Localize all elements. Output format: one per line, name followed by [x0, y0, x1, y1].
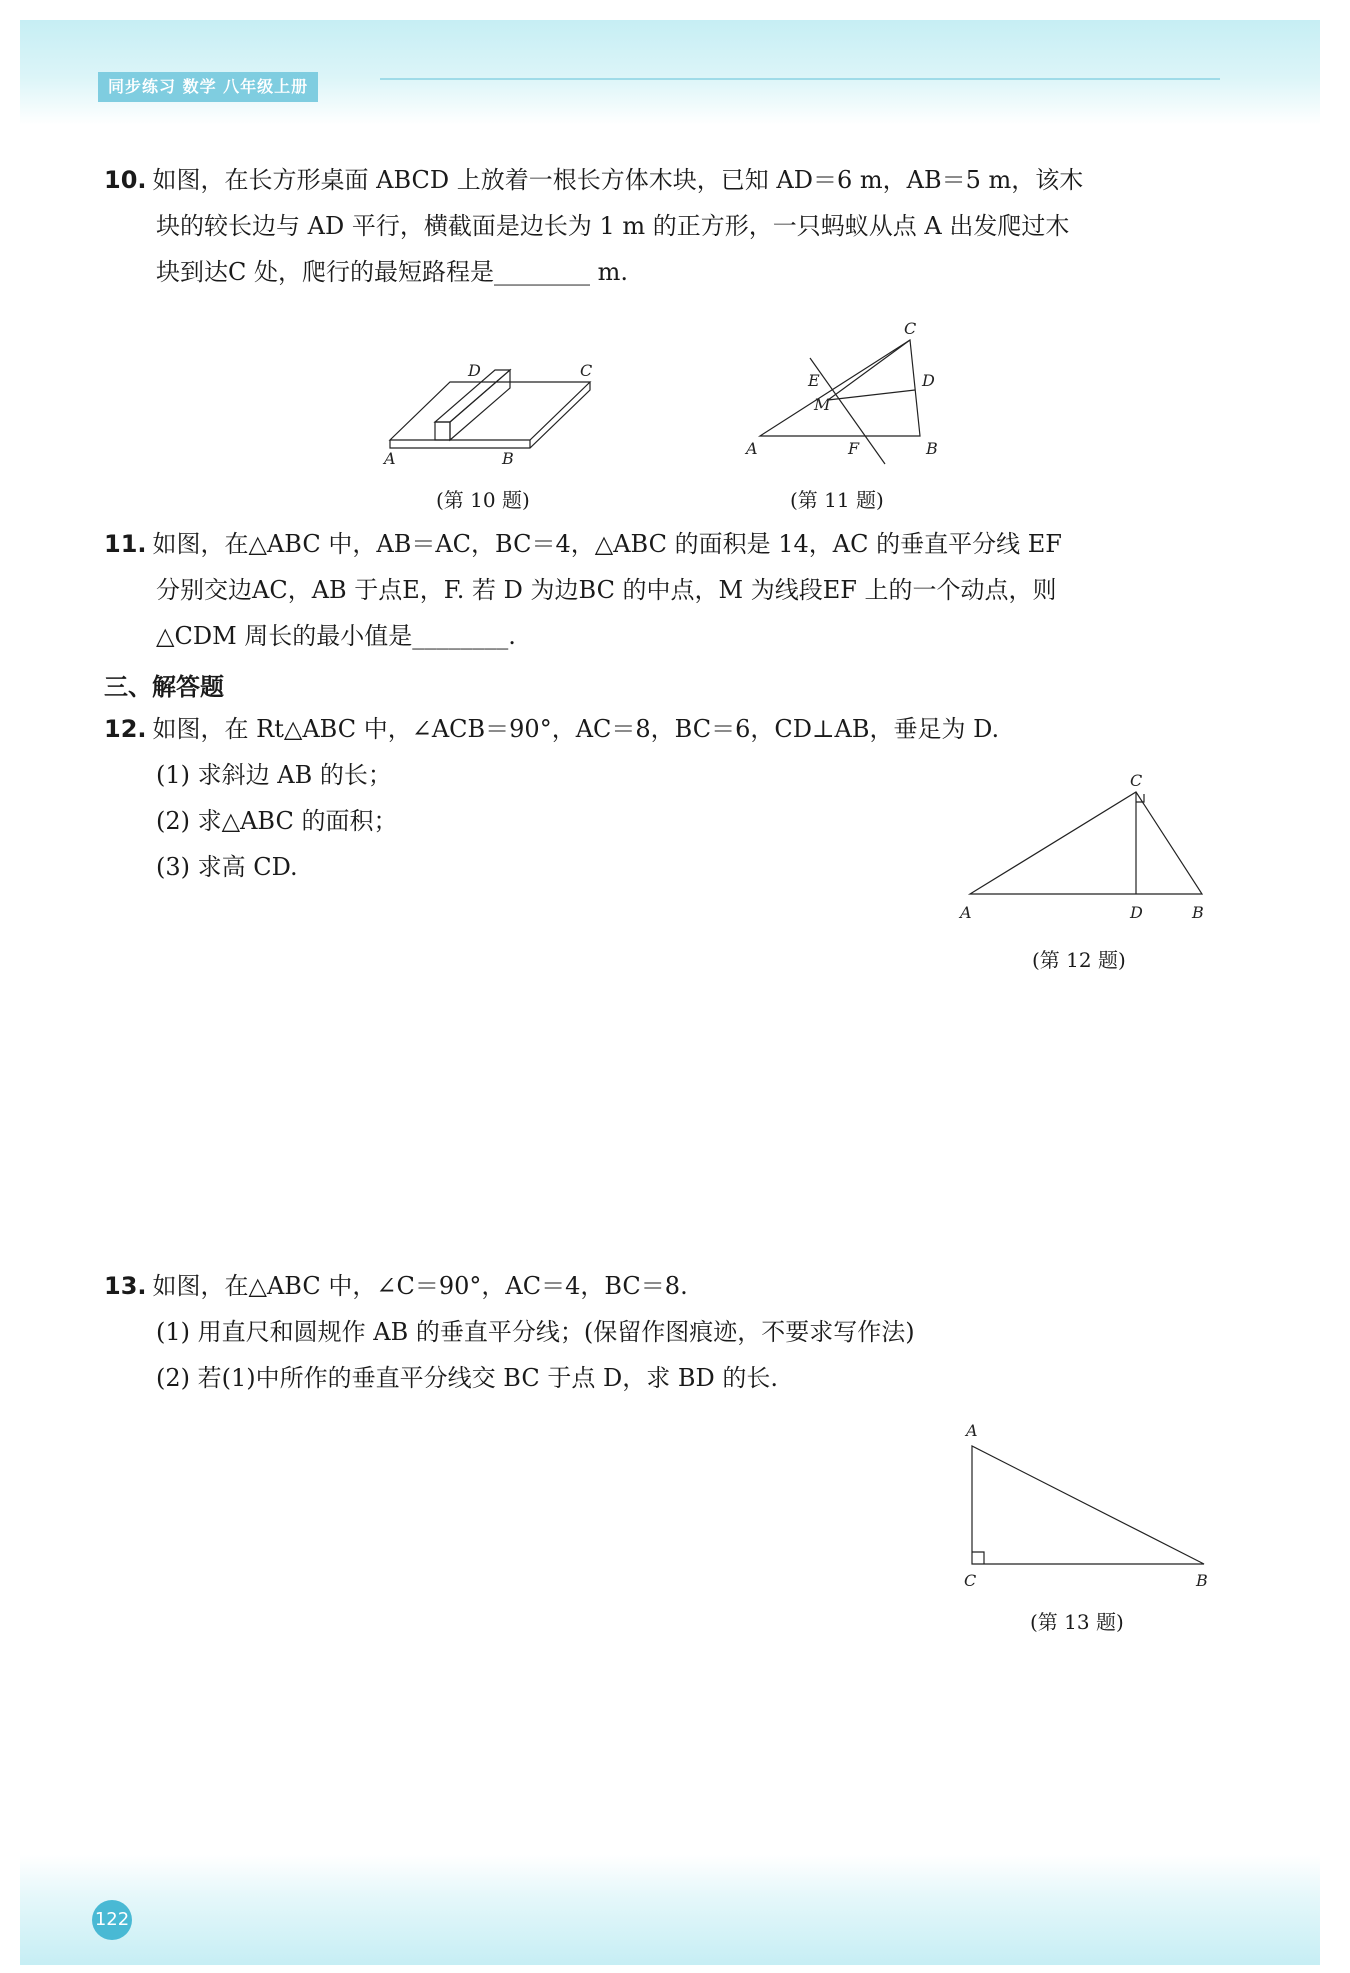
q11-line-3: △CDM 周长的最小值是________. — [156, 622, 516, 650]
fig11-label-d: D — [922, 371, 935, 390]
fig13-triangle-abc — [972, 1446, 1204, 1564]
q10-line-3: 块到达C 处，爬行的最短路程是________ m. — [156, 258, 629, 286]
q13-part-2: (2) 若(1)中所作的垂直平分线交 BC 于点 D，求 BD 的长. — [156, 1364, 778, 1392]
q12-part-1: (1) 求斜边 AB 的长； — [156, 761, 392, 789]
fig11-line-cm — [828, 340, 910, 400]
q12-part-2: (2) 求△ABC 的面积； — [156, 807, 398, 835]
fig12-label-b: B — [1192, 903, 1204, 922]
fig11-label-e: E — [808, 371, 820, 390]
figure-11 — [740, 318, 960, 468]
fig13-right-angle-mark — [972, 1552, 984, 1564]
q10-line-1 — [104, 157, 1083, 203]
fig10-label-b: B — [502, 449, 514, 468]
page-number: 122 — [92, 1900, 132, 1940]
q13-number: 13. — [104, 1272, 147, 1300]
figure-12 — [950, 768, 1220, 928]
q13-part-1: (1) 用直尺和圆规作 AB 的垂直平分线；(保留作图痕迹，不要求写作法) — [156, 1318, 915, 1346]
q11-number: 11. — [104, 530, 147, 558]
fig11-label-c: C — [904, 319, 917, 338]
q10-text-1: 如图，在长方形桌面 ABCD 上放着一根长方体木块，已知 AD＝6 m，AB＝5 m，该木 — [152, 166, 1084, 194]
fig12-label-d: D — [1130, 903, 1143, 922]
figure-10 — [380, 360, 610, 470]
caption-13: (第 13 题) — [1030, 1610, 1124, 1634]
q12-stem-line — [104, 706, 999, 752]
fig13-label-b: B — [1196, 1571, 1208, 1590]
fig11-triangle-abc — [760, 340, 920, 436]
q11-text-1: 如图，在△ABC 中，AB＝AC，BC＝4，△ABC 的面积是 14，AC 的垂直平分线 EF — [152, 530, 1062, 558]
q12-stem: 如图，在 Rt△ABC 中，∠ACB＝90°，AC＝8，BC＝6，CD⊥AB，垂足为 D. — [152, 715, 1000, 743]
fig12-label-c: C — [1130, 771, 1143, 790]
caption-10: (第 10 题) — [436, 488, 530, 512]
fig10-label-d: D — [468, 361, 481, 380]
fig13-label-a: A — [966, 1421, 978, 1440]
q13-stem-line — [104, 1263, 688, 1309]
fig10-table-top — [390, 382, 590, 440]
caption-11: (第 11 题) — [790, 488, 884, 512]
fig10-label-c: C — [580, 361, 593, 380]
header-title: 同步练习 数学 八年级上册 — [98, 72, 318, 102]
q11-line-1 — [104, 521, 1062, 567]
fig10-table-edge — [390, 382, 590, 448]
fig11-label-f: F — [848, 439, 860, 458]
figure-13 — [950, 1410, 1220, 1590]
fig13-label-c: C — [964, 1571, 977, 1590]
header-rule — [380, 78, 1220, 80]
fig10-block-side — [450, 370, 510, 440]
q11-line-2: 分别交边AC，AB 于点E，F. 若 D 为边BC 的中点，M 为线段EF 上的一个动点，则 — [156, 576, 1057, 604]
footer-band — [20, 1855, 1320, 1965]
q10-number: 10. — [104, 166, 147, 194]
fig10-block-front — [435, 422, 450, 440]
fig11-label-b: B — [926, 439, 938, 458]
q13-stem: 如图，在△ABC 中，∠C＝90°，AC＝4，BC＝8. — [152, 1272, 688, 1300]
section-title: 三、解答题 — [104, 673, 224, 701]
fig11-label-a: A — [746, 439, 758, 458]
caption-12: (第 12 题) — [1032, 948, 1126, 972]
q12-part-3: (3) 求高 CD. — [156, 853, 298, 881]
q12-number: 12. — [104, 715, 147, 743]
fig12-triangle-abc — [970, 792, 1202, 894]
fig10-label-a: A — [384, 449, 396, 468]
fig11-line-dm — [828, 390, 915, 400]
fig11-label-m: M — [814, 395, 831, 414]
fig12-label-a: A — [960, 903, 972, 922]
q10-line-2: 块的较长边与 AD 平行，横截面是边长为 1 m 的正方形，一只蚂蚁从点 A 出发爬过木 — [156, 212, 1070, 240]
